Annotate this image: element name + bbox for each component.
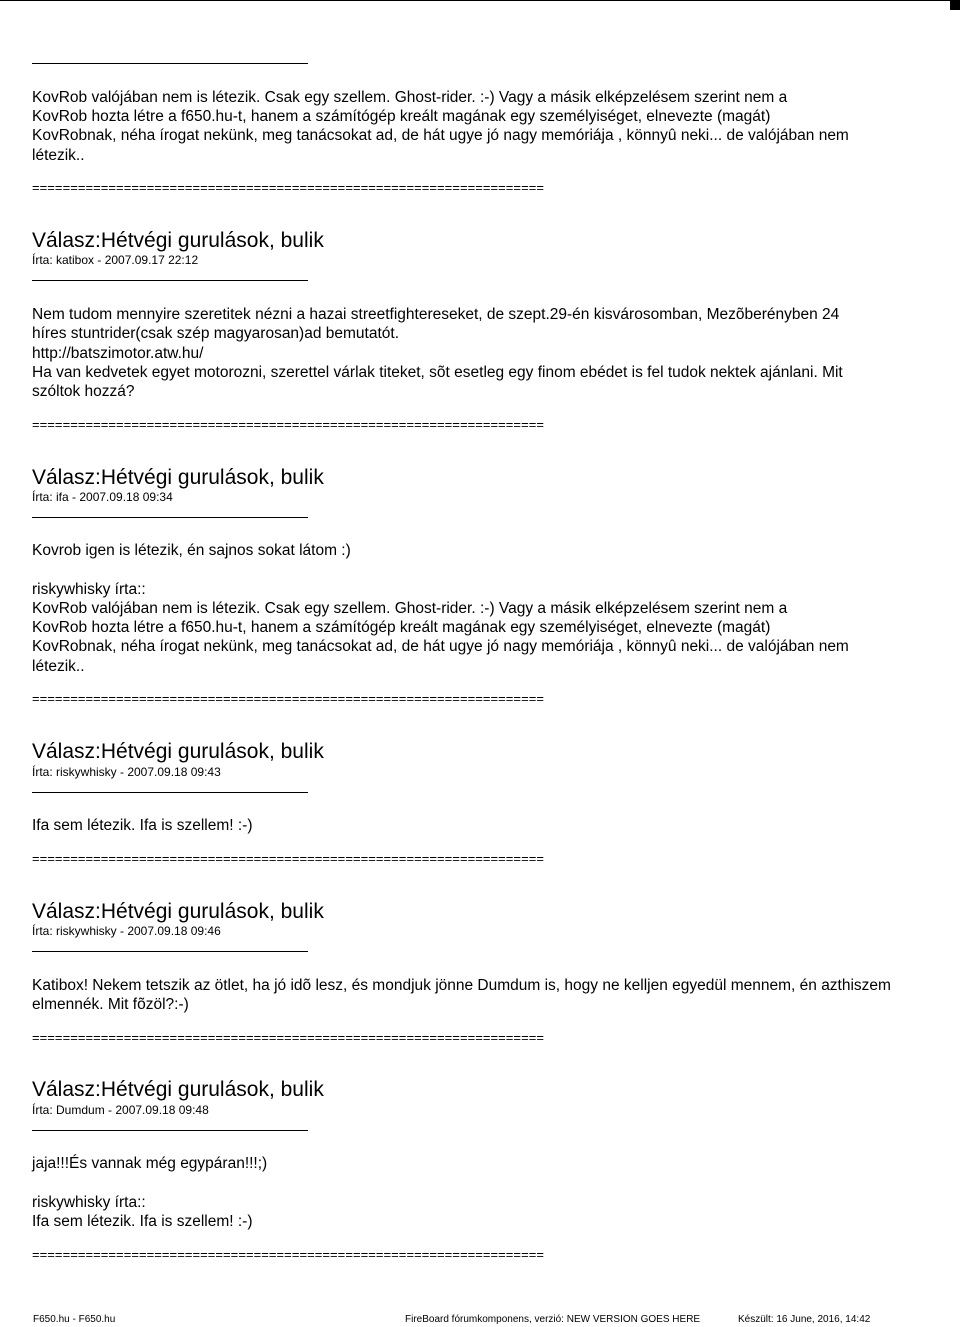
footer-generated: Készült: 16 June, 2016, 14:42: [738, 1314, 871, 1325]
short-rule: [32, 63, 308, 64]
post-line: jaja!!!És vannak még egypáran!!!;): [32, 1155, 268, 1172]
post-line: Nem tudom mennyire szeretitek nézni a hazai streetfightereseket, de szept.29-én kisvárosomban, Mezõberényben 24: [32, 306, 840, 323]
post-title: Válasz:Hétvégi gurulások, bulik: [32, 229, 324, 252]
post-line: Ha van kedvetek egyet motorozni, szerettel várlak titeket, sõt esetleg egy finom ebédet is fel tudok nektek ajánlani. Mit: [32, 364, 843, 381]
post-line: szóltok hozzá?: [32, 383, 135, 400]
post-line: riskywhisky írta::: [32, 581, 146, 598]
separator: ===================================================================: [32, 1247, 544, 1262]
post-line: KovRobnak, néha írogat nekünk, meg tanácsokat ad, de hát ugye jó nagy memóriája , könnyû neki... de valójában nem: [32, 638, 849, 655]
separator: ===================================================================: [32, 180, 544, 195]
post-line: http://batszimotor.atw.hu/: [32, 345, 204, 362]
post-line: riskywhisky írta::: [32, 1194, 146, 1211]
separator: ===================================================================: [32, 1030, 544, 1045]
post-line: létezik..: [32, 147, 85, 164]
post-meta: Írta: katibox - 2007.09.17 22:12: [32, 253, 199, 267]
post-line: KovRob valójában nem is létezik. Csak egy szellem. Ghost-rider. :-) Vagy a másik elképzelésem szerint nem a: [32, 600, 788, 617]
footer-component: FireBoard fórumkomponens, verzió: NEW VERSION GOES HERE: [405, 1314, 701, 1325]
corner-mark: [950, 0, 960, 10]
short-rule: [32, 792, 308, 793]
post-line: Katibox! Nekem tetszik az ötlet, ha jó idõ lesz, és mondjuk jönne Dumdum is, hogy ne kelljen egyedül mennem, én azthiszem: [32, 977, 891, 994]
post-meta: Írta: Dumdum - 2007.09.18 09:48: [32, 1103, 209, 1117]
post-line: KovRob valójában nem is létezik. Csak egy szellem. Ghost-rider. :-) Vagy a másik elképzelésem szerint nem a: [32, 89, 788, 106]
post-meta: Írta: ifa - 2007.09.18 09:34: [32, 490, 173, 504]
post-title: Válasz:Hétvégi gurulások, bulik: [32, 900, 324, 923]
post-line: KovRob hozta létre a f650.hu-t, hanem a számítógép kreált magának egy személyiséget, elnevezte (magát): [32, 619, 771, 636]
post-line: Ifa sem létezik. Ifa is szellem! :-): [32, 1213, 253, 1230]
separator: ===================================================================: [32, 851, 544, 866]
post-meta: Írta: riskywhisky - 2007.09.18 09:46: [32, 924, 221, 938]
top-border: [0, 0, 960, 1]
separator: ===================================================================: [32, 691, 544, 706]
post-meta: Írta: riskywhisky - 2007.09.18 09:43: [32, 765, 221, 779]
post-line: létezik..: [32, 658, 85, 675]
post-line: Ifa sem létezik. Ifa is szellem! :-): [32, 817, 253, 834]
post-line: Kovrob igen is létezik, én sajnos sokat látom :): [32, 542, 351, 559]
footer-site: F650.hu - F650.hu: [33, 1314, 116, 1325]
short-rule: [32, 280, 308, 281]
post-line: KovRob hozta létre a f650.hu-t, hanem a számítógép kreált magának egy személyiséget, elnevezte (magát): [32, 108, 771, 125]
short-rule: [32, 951, 308, 952]
short-rule: [32, 1130, 308, 1131]
post-line: elmennék. Mit fõzöl?:-): [32, 996, 189, 1013]
short-rule: [32, 517, 308, 518]
post-title: Válasz:Hétvégi gurulások, bulik: [32, 1078, 324, 1101]
post-line: híres stuntrider(csak szép magyarosan)ad bemutatót.: [32, 325, 400, 342]
post-title: Válasz:Hétvégi gurulások, bulik: [32, 740, 324, 763]
separator: ===================================================================: [32, 417, 544, 432]
post-title: Válasz:Hétvégi gurulások, bulik: [32, 466, 324, 489]
post-line: KovRobnak, néha írogat nekünk, meg tanácsokat ad, de hát ugye jó nagy memóriája , könnyû neki... de valójában nem: [32, 127, 849, 144]
